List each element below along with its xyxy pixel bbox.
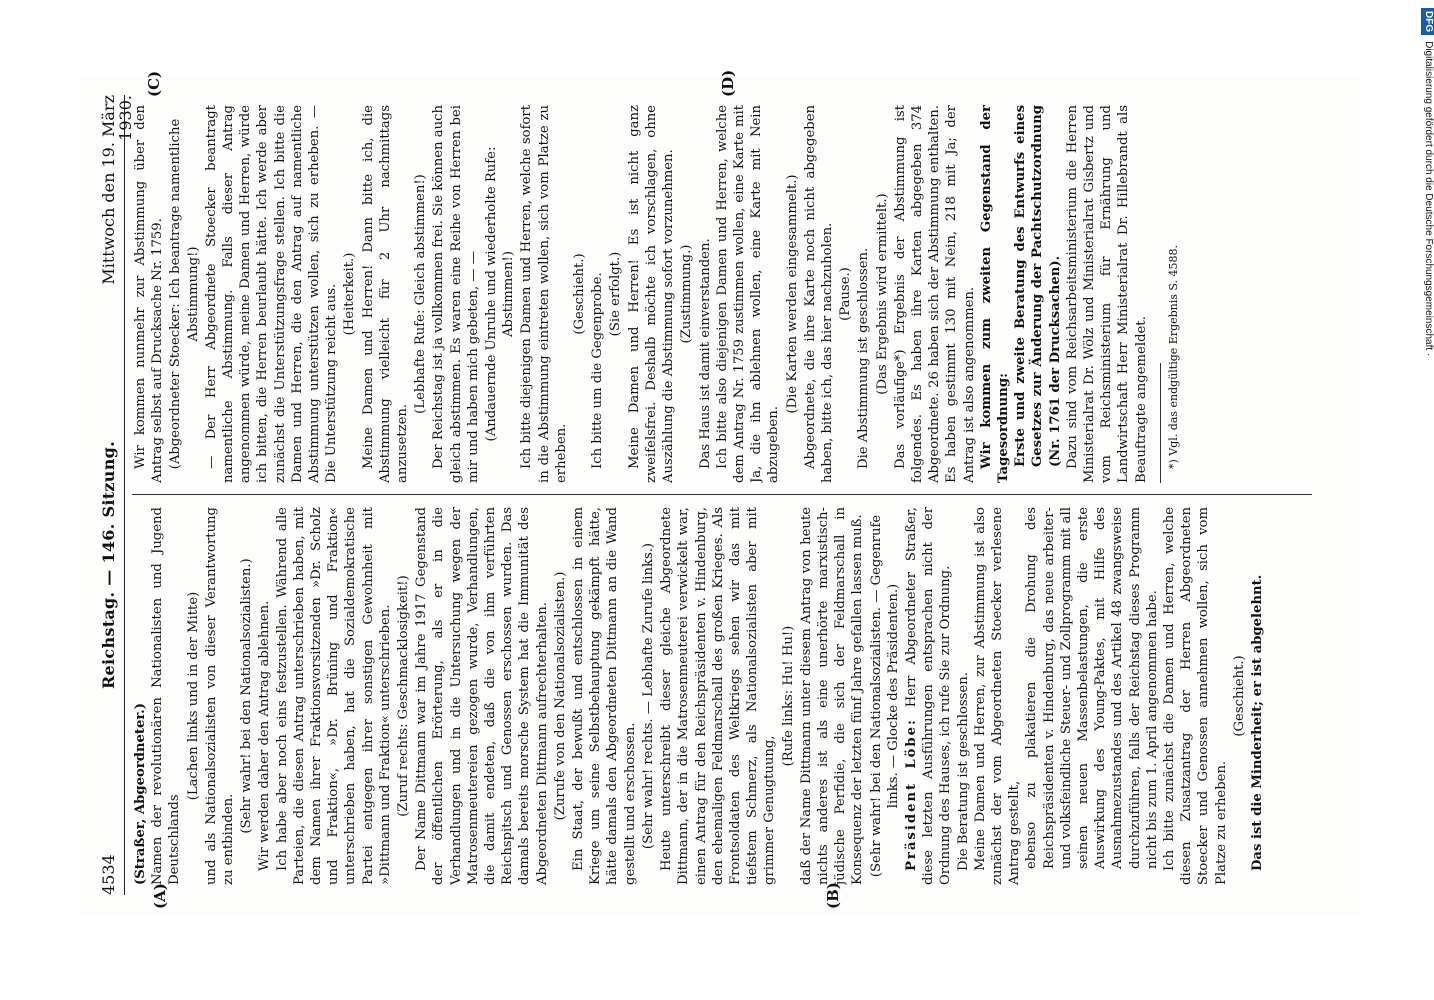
paragraph: und als Nationalsozialisten von dieser Verantwortung zu entbinden. — [203, 507, 237, 885]
interjection: (Geschieht.) — [572, 253, 588, 335]
interjection: (Die Karten werden eingesammelt.) — [784, 174, 800, 414]
result-statement: Das ist die Minderheit; er ist abgelehnt. — [1250, 574, 1265, 871]
speaker-label: (Straßer, Abgeordneter.) — [133, 703, 148, 885]
president-statement — [903, 507, 955, 885]
left-column — [132, 507, 1332, 885]
paragraph: Meine Damen und Herren! Es ist nicht ganz zweifelsfrei. Deshalb möchte ich vorschlagen, ohne Auszählung die Abstimmung sofort vorzunehmen. — [626, 105, 677, 483]
margin-marker-b: (B) — [824, 882, 842, 909]
paragraph: Meine Damen und Herren! Dann bitte ich, die Abstimmung vielleicht für 2 Uhr nachmittags anzusetzen. — [360, 105, 411, 483]
interjection: (Geschieht.) — [1231, 655, 1247, 737]
paragraph: Das vorläufige*) Ergebnis der Abstimmung ist folgendes. Es haben ihre Karten abgegeben 374 Abgeordnete. 26 haben sich der Abstimmung enthalten. Es haben gestimmt 130 mit Nein, 218 mit Ja; der Antrag ist also angenommen. — [892, 105, 977, 483]
paragraph: — Der Herr Abgeordnete Stoecker beantragt namentliche Abstimmung. Falls dieser Antrag angenommen würde, meine Damen und Herren, würde ich bitten, die Herren beurlaubt hätte. Ich werde aber zunächst die Unterstützungsfrage stellen. Ich bitte die Damen und Herren, die den Antrag auf namentliche Abstimmung unterstützen wollen, sich zu erheben. — Die Unterstützung reicht aus. — [203, 105, 340, 483]
interjection: (Das Ergebnis wird ermittelt.) — [874, 193, 890, 395]
paragraph: Ich bitte zunächst die Damen und Herren, welche diesen Zusatzantrag der Herren Abgeordneten Stoecker und Genossen annehmen wollen, sich vom Platze zu erheben. — [1161, 507, 1229, 885]
paragraph: Ein Staat, der bewußt und entschlossen in einem Kriege um seine Selbstbehauptung gekämpft hätte, hätte damals den Abgeordneten Dittmann an die Wand gestellt und erschossen. — [571, 507, 638, 885]
paragraph: Ich habe aber noch eins festzustellen. Während alle Parteien, die diesen Antrag unterschrieben haben, mit dem Namen ihrer Fraktionsvorsitzenden »Dr. Scholz und Fraktion«, »Dr. Brüning und Fraktion« unterschrieben haben, hat die Sozialdemokratische Partei entgegen ihrer sonstigen Gewohnheit mit »Dittmann und Fraktion« unterschrieben. — [274, 507, 393, 885]
paragraph: Namen der revolutionären Nationalisten und Jugend Deutschlands — [150, 507, 183, 885]
interjection: (Sehr wahr! bei den Nationalsozialisten. — Gegenrufe links. — Glocke des Präsidenten.) — [868, 514, 901, 878]
paragraph: daß der Name Dittmann unter diesem Antrag von heute nichts anderes ist als eine unerhörte marxistisch-jüdische Perfidie, die sich der Feldmarschall in Konsequenz der letzten fünf Jahre gefallen lassen muß. — [798, 507, 866, 885]
margin-marker-c: (C) — [145, 70, 163, 97]
paragraph: Meine Damen und Herren, zur Abstimmung ist also zunächst der vom Abgeordneten Stoecker verlesene Antrag gestellt, — [972, 507, 1023, 885]
president-label: Präsident Löbe: — [903, 718, 919, 871]
paragraph: Die Beratung ist geschlossen. — [955, 672, 971, 871]
paragraph: Abgeordnete, die ihre Karte noch nicht abgegeben haben, bitte ich, das hier nachzuholen. — [802, 105, 835, 483]
interjection: (Andauernde Unruhe und wiederholte Rufe: Abstimmen!) — [484, 146, 517, 442]
paragraph: Ich bitte diejenigen Damen und Herren, welche sofort in die Abstimmung eintreten wollen, sich vom Platze zu erheben. — [519, 105, 569, 483]
interjection: (Abgeordneter Stoecker: Ich beantrage namentliche Abstimmung!) — [168, 118, 201, 470]
dfg-credit-line — [1420, 8, 1434, 988]
side-credit — [1420, 8, 1434, 988]
column-divider — [132, 494, 1312, 495]
interjection: (Zurufe von den Nationalsozialisten.) — [552, 571, 568, 821]
president-text: Herr Abgeordneter Straßer, diese letzten Ausführungen entsprachen nicht der Ordnung des Hauses, ich rufe Sie zur Ordnung. — [903, 507, 954, 885]
dfg-logo: DFG — [1421, 8, 1434, 35]
paragraph: Das Haus ist damit einverstanden. — [697, 238, 713, 469]
agenda-item: Erste und zweite Beratung des Entwurfs eines Gesetzes zur Änderung der Pachtschutzordnung (Nr. 1761 der Drucksachen). — [1013, 105, 1063, 467]
interjection: (Zustimmung.) — [679, 244, 695, 344]
interjection: (Pause.) — [838, 267, 854, 321]
footnote-rule — [1160, 363, 1161, 483]
interjection: (Lachen links und in der Mitte) — [185, 591, 201, 801]
paragraph: Die Abstimmung ist geschlossen. — [856, 247, 872, 469]
interjection: (Sie erfolgt.) — [608, 251, 624, 337]
margin-marker-a: (A) — [151, 883, 169, 909]
right-column — [132, 105, 1332, 483]
interjection: (Zuruf rechts: Geschmacklosigkeit!) — [396, 575, 412, 817]
page-header — [99, 95, 136, 895]
interjection: (Sehr wahr! rechts. — Lebhafte Zurufe links.) — [640, 542, 656, 850]
agenda-heading: Wir kommen zum zweiten Gegenstand der Tagesordnung: — [978, 105, 1011, 483]
interjection: (Rufe links: Hu! Hu!) — [780, 625, 796, 767]
scanned-page — [80, 69, 1360, 915]
dfg-credit-text: Digitalisierung gefördert durch die Deutsche Forschungsgemeinschaft · — [1423, 41, 1434, 357]
interjection: (Lebhafte Rufe: Gleich abstimmen!) — [413, 174, 429, 414]
paragraph: Wir kommen nunmehr zur Abstimmung über den Antrag selbst auf Drucksache Nr. 1759. — [133, 105, 166, 483]
interjection: (Sehr wahr! bei den Nationalsozialisten.) — [239, 558, 255, 834]
paragraph: Dazu sind vom Reichsarbeitsministerium die Herren Ministerialrat Dr. Wölz und Ministerialrat Gisbertz und vom Reichsministerium für Ernährung und Landwirtschaft Herr Ministerialrat Dr. Hillebrandt als Beauftragte angemeldet. — [1064, 105, 1149, 483]
interjection: (Heiterkeit.) — [342, 252, 358, 336]
quoted-motion: ebenso zu plakatieren die Drohung des Reichspräsidenten v. Hindenburg, das neue arbeiter- und volksfeindliche Steuer- und Zollprogramm mit all seinen neuen Massenbelastungen, die erste Auswirkung des Young-Paktes, mit Hilfe des Ausnahmezustandes und des Artikel 48 zwangsweise durchzuführen, falls der Reichstag dieses Programm nicht bis zum 1. April angenommen habe. — [1024, 507, 1160, 869]
paragraph: Ich bitte also diejenigen Damen und Herren, welche dem Antrag Nr. 1759 zustimmen wollen, eine Karte mit Ja, die ihn ablehnen wollen, eine Karte mit Nein abzugeben. — [714, 105, 782, 483]
paragraph: Ich bitte um die Gegenprobe. — [590, 272, 606, 469]
paragraph: Wir werden daher den Antrag ablehnen. — [257, 600, 273, 871]
page-number: 4534 — [99, 854, 118, 895]
footnote: *) Vgl. das endgültige Ergebnis S. 4588. — [1166, 244, 1180, 469]
margin-marker-d: (D) — [719, 69, 737, 97]
session-date: Mittwoch den 19. März 1930. — [99, 95, 136, 285]
paragraph: Der Name Dittmann war im Jahre 1917 Gegenstand der öffentlichen Erörterung, als er in die Verhandlungen und in die Untersuchung wegen der Matrosenmeutereien gezogen wurde, Verhandlungen, die damit endeten, daß die von ihm verführten Reichspitsch und Genossen erschossen wurden. Das damals bereits morsche System hat die Immunität des Abgeordneten Dittmann aufrechterhalten. — [414, 507, 550, 885]
page-title: Reichstag. — 146. Sitzung. — [99, 440, 118, 690]
paragraph: Heute unterschreibt dieser gleiche Abgeordnete Dittmann, der in die Matrosenmeuterei verwickelt war, einen Antrag für den Reichspräsidenten v. Hindenburg, den ehemaligen Feldmarschall des großen Krieges. Als Frontsoldaten des Weltkriegs sehen wir das mit tiefstem Schmerz, als Nationalsozialisten aber mit grimmer Genugtuung, — [659, 507, 778, 885]
paragraph: Der Reichstag ist ja vollkommen frei. Sie können auch gleich abstimmen. Es waren eine Reihe von Herren bei mir und haben mich gebeten, — — — [431, 105, 481, 483]
page-sheet-rotated — [80, 69, 1360, 915]
